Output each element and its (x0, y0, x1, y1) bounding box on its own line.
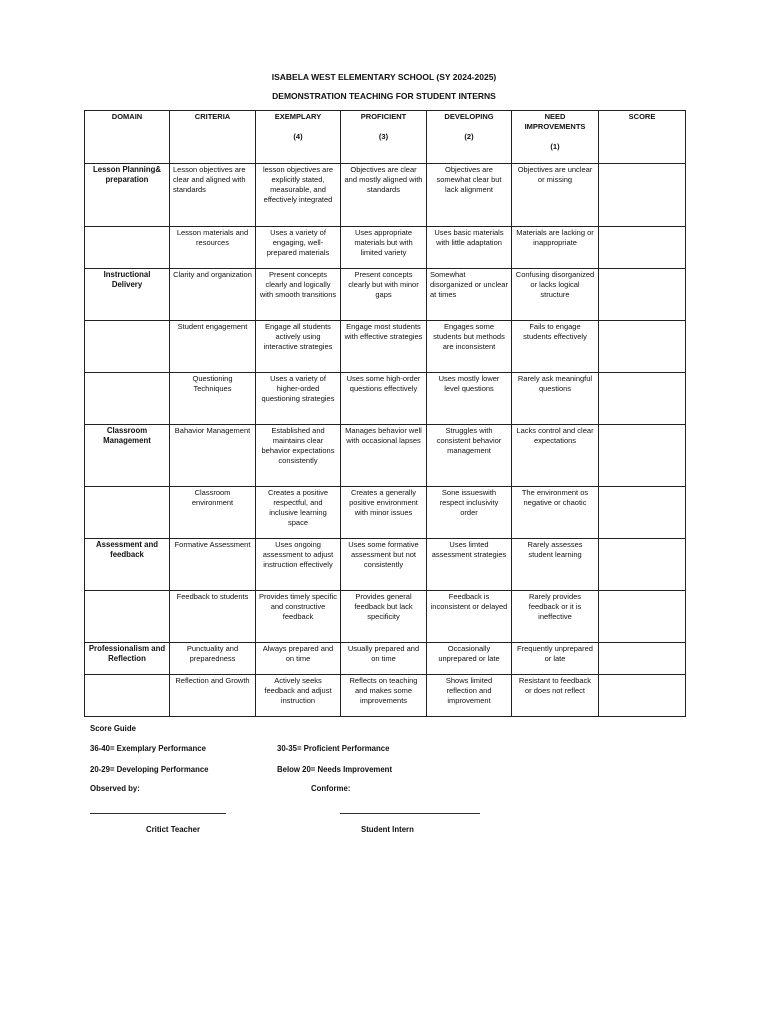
score-cell (599, 643, 686, 675)
score-cell (599, 591, 686, 643)
column-header-proficient: PROFICIENT (3) (341, 111, 427, 164)
score-developing: 20-29= Developing Performance (90, 765, 209, 774)
criteria-cell: Bahavior Management (170, 425, 256, 487)
proficient-cell: Objectives are clear and mostly aligned with standards (341, 164, 427, 227)
criteria-cell: Questioning Techniques (170, 373, 256, 425)
domain-cell (85, 227, 170, 269)
need-improvement-cell: Rarely assesses student learning (512, 539, 599, 591)
criteria-cell: Lesson materials and resources (170, 227, 256, 269)
proficient-cell: Provides general feedback but lack specificity (341, 591, 427, 643)
proficient-cell: Uses appropriate materials but with limited variety (341, 227, 427, 269)
score-proficient: 30-35= Proficient Performance (277, 744, 390, 753)
domain-cell: Classroom Management (85, 425, 170, 487)
proficient-cell: Manages behavior well with occasional lapses (341, 425, 427, 487)
developing-cell: Uses basic materials with little adaptation (427, 227, 512, 269)
school-title: ISABELA WEST ELEMENTARY SCHOOL (SY 2024-2025) (271, 72, 497, 82)
proficient-cell: Uses some high-order questions effectively (341, 373, 427, 425)
score-needs-improvement: Below 20= Needs Improvement (277, 765, 393, 774)
table-row (85, 373, 686, 425)
developing-cell: Shows limited reflection and improvement (427, 675, 512, 717)
domain-cell: Instructional Delivery (85, 269, 170, 321)
score-cell (599, 373, 686, 425)
score-cell (599, 675, 686, 717)
developing-cell: Struggles with consistent behavior management (427, 425, 512, 487)
criteria-cell: Punctuality and preparedness (170, 643, 256, 675)
exemplary-cell: Creates a positive respectful, and inclusive learning space (256, 487, 341, 539)
conforme-label: Conforme: (311, 784, 351, 793)
score-cell (599, 487, 686, 539)
criteria-cell: Clarity and organization (170, 269, 256, 321)
developing-cell: Occasionally unprepared or late (427, 643, 512, 675)
domain-cell (85, 487, 170, 539)
domain-cell: Assessment and feedback (85, 539, 170, 591)
criteria-cell: Classroom environment (170, 487, 256, 539)
domain-cell: Lesson Planning& preparation (85, 164, 170, 227)
criteria-cell: Student engagement (170, 321, 256, 373)
domain-cell (85, 591, 170, 643)
column-header-exemplary: EXEMPLARY (4) (256, 111, 341, 164)
score-cell (599, 227, 686, 269)
developing-cell: Uses mostly lower level questions (427, 373, 512, 425)
need-improvement-cell: Frequently unprepared or late (512, 643, 599, 675)
table-row (85, 675, 686, 717)
exemplary-cell: Present concepts clearly and logically with smooth transitions (256, 269, 341, 321)
intern-signature-line (340, 813, 480, 814)
developing-cell: Uses limted assessment strategies (427, 539, 512, 591)
criteria-cell: Reflection and Growth (170, 675, 256, 717)
critic-teacher-label: Critict Teacher (146, 825, 201, 834)
column-header-developing: DEVELOPING (2) (427, 111, 512, 164)
need-improvement-cell: Objectives are unclear or missing (512, 164, 599, 227)
table-row (85, 321, 686, 373)
critic-signature-line (90, 813, 226, 814)
developing-cell: Sone issueswith respect inclusivity order (427, 487, 512, 539)
proficient-cell: Reflects on teaching and makes some improvements (341, 675, 427, 717)
score-cell (599, 321, 686, 373)
need-improvement-cell: Rarely ask meaningful questions (512, 373, 599, 425)
developing-cell: Objectives are somewhat clear but lack alignment (427, 164, 512, 227)
proficient-cell: Uses some formative assessment but not consistently (341, 539, 427, 591)
exemplary-cell: Established and maintains clear behavior expectations consistently (256, 425, 341, 487)
score-cell (599, 164, 686, 227)
proficient-cell: Usually prepared and on time (341, 643, 427, 675)
table-row (85, 591, 686, 643)
domain-cell (85, 675, 170, 717)
domain-cell (85, 321, 170, 373)
proficient-cell: Engage most students with effective strategies (341, 321, 427, 373)
need-improvement-cell: Lacks control and clear expectations (512, 425, 599, 487)
exemplary-cell: Uses a variety of engaging, well-prepared materials (256, 227, 341, 269)
table-row (85, 425, 686, 487)
score-cell (599, 269, 686, 321)
need-improvement-cell: Fails to engage students effectively (512, 321, 599, 373)
exemplary-cell: Uses a variety of higher-orded questioning strategies (256, 373, 341, 425)
need-improvement-cell: Resistant to feedback or does not reflect (512, 675, 599, 717)
domain-cell: Professionalism and Reflection (85, 643, 170, 675)
rubric-table (84, 110, 686, 717)
criteria-cell: Lesson objectives are clear and aligned with standards (170, 164, 256, 227)
domain-cell (85, 373, 170, 425)
proficient-cell: Present concepts clearly but with minor gaps (341, 269, 427, 321)
student-intern-label: Student Intern (361, 825, 414, 834)
developing-cell: Feedback is inconsistent or delayed (427, 591, 512, 643)
observed-by-label: Observed by: (90, 784, 140, 793)
need-improvement-cell: Confusing disorganized or lacks logical structure (512, 269, 599, 321)
need-improvement-cell: The environment os negative or chaotic (512, 487, 599, 539)
column-header-score: SCORE (599, 111, 686, 164)
table-row (85, 164, 686, 227)
exemplary-cell: Provides timely specific and constructive feedback (256, 591, 341, 643)
exemplary-cell: Always prepared and on time (256, 643, 341, 675)
criteria-cell: Formative Assessment (170, 539, 256, 591)
score-cell (599, 425, 686, 487)
header-row (85, 111, 686, 164)
table-row (85, 269, 686, 321)
table-row (85, 643, 686, 675)
developing-cell: Engages some students but methods are inconsistent (427, 321, 512, 373)
need-improvement-cell: Materials are lacking or inappropriate (512, 227, 599, 269)
column-header-need-improvements: NEED IMPROVEMENTS (1) (512, 111, 599, 164)
score-cell (599, 539, 686, 591)
developing-cell: Somewhat disorganized or unclear at times (427, 269, 512, 321)
score-exemplary: 36-40= Exemplary Performance (90, 744, 206, 753)
exemplary-cell: Uses ongoing assessment to adjust instruction effectively (256, 539, 341, 591)
document-subtitle: DEMONSTRATION TEACHING FOR STUDENT INTERNS (272, 91, 496, 101)
column-header-criteria: CRITERIA (170, 111, 256, 164)
table-row (85, 487, 686, 539)
table-row (85, 539, 686, 591)
exemplary-cell: Engage all students actively using interactive strategies (256, 321, 341, 373)
column-header-domain: DOMAIN (85, 111, 170, 164)
need-improvement-cell: Rarely provides feedback or it is ineffective (512, 591, 599, 643)
score-guide-heading: Score Guide (90, 724, 136, 733)
exemplary-cell: Actively seeks feedback and adjust instruction (256, 675, 341, 717)
criteria-cell: Feedback to students (170, 591, 256, 643)
exemplary-cell: lesson objectives are explicitly stated, measurable, and effectively integrated (256, 164, 341, 227)
table-row (85, 227, 686, 269)
proficient-cell: Creates a generally positive environment with minor issues (341, 487, 427, 539)
